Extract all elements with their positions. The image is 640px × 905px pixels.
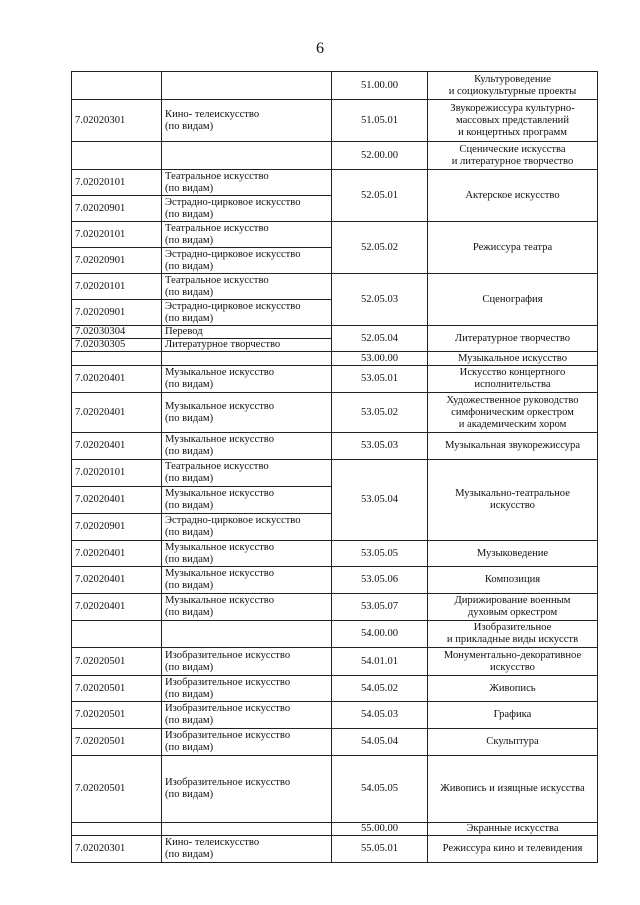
specialty-name-cell <box>162 541 332 567</box>
specialty-code-cell: 7.02020301 <box>72 836 162 863</box>
direction-name-line: Экранные искусства <box>466 823 559 834</box>
direction-name-line: Музыкальная звукорежиссура <box>444 440 581 451</box>
direction-name-cell <box>428 567 598 594</box>
table-row <box>72 621 598 648</box>
direction-name-cell <box>428 170 598 222</box>
specialty-code-cell: 7.02020101 <box>72 170 162 196</box>
direction-name-cell <box>428 393 598 433</box>
specialty-name-line: (по видам) <box>165 182 214 194</box>
specialty-name-line: Музыкальное искусство <box>165 568 275 579</box>
direction-name-cell <box>428 594 598 621</box>
direction-code-cell: 53.00.00 <box>332 352 428 366</box>
specialty-name-cell <box>162 196 332 222</box>
direction-code-cell: 51.00.00 <box>332 72 428 100</box>
direction-code-cell: 53.05.03 <box>332 433 428 460</box>
direction-code-cell: 54.01.01 <box>332 648 428 676</box>
specialty-name-line: Изобразительное искусство <box>165 703 291 714</box>
specialty-name-line: (по видам) <box>165 120 214 132</box>
specialty-code-cell <box>72 621 162 648</box>
table-row <box>72 393 598 433</box>
specialty-name-line: Литературное творчество <box>165 339 281 350</box>
specialty-name-cell <box>162 567 332 594</box>
direction-name-cell <box>428 621 598 648</box>
direction-code-cell: 53.05.07 <box>332 594 428 621</box>
table-row <box>72 366 598 393</box>
direction-code-cell: 52.05.02 <box>332 222 428 274</box>
direction-name-line: исполнительства <box>474 379 551 390</box>
specialty-name-line: (по видам) <box>165 553 214 565</box>
direction-name-line: Музыкальное искусство <box>457 352 568 364</box>
direction-code-cell: 52.05.03 <box>332 274 428 326</box>
specialty-name-line: (по видам) <box>165 715 214 726</box>
direction-name-line: искусство <box>490 661 535 673</box>
specialty-code-cell: 7.02020501 <box>72 729 162 756</box>
specialty-name-line: (по видам) <box>165 500 214 511</box>
specialty-name-cell <box>162 836 332 863</box>
table-row <box>72 100 598 142</box>
direction-code-cell: 54.00.00 <box>332 621 428 648</box>
direction-code-cell: 54.05.04 <box>332 729 428 756</box>
direction-name-cell <box>428 100 598 142</box>
specialty-name-cell <box>162 352 332 366</box>
direction-name-cell <box>428 142 598 170</box>
specialty-name-line: (по видам) <box>165 527 214 538</box>
specialty-name-line: Музыкальное искусство <box>165 367 275 378</box>
direction-name-line: Музыковедение <box>476 547 549 559</box>
direction-name-cell <box>428 72 598 100</box>
direction-name-line: и литературное творчество <box>451 155 574 167</box>
specialty-name-line: (по видам) <box>165 789 214 800</box>
specialty-name-cell <box>162 756 332 823</box>
table-row <box>72 142 598 170</box>
direction-name-line: Художественное руководство <box>446 394 579 406</box>
direction-name-line: и академическим хором <box>458 418 567 430</box>
specialty-name-line: (по видам) <box>165 580 214 591</box>
specialty-code-cell: 7.02020101 <box>72 222 162 248</box>
specialty-name-line: (по видам) <box>165 849 214 860</box>
direction-code-cell: 52.00.00 <box>332 142 428 170</box>
specialty-code-cell: 7.02020501 <box>72 676 162 702</box>
direction-name-cell <box>428 222 598 274</box>
specialty-table <box>71 71 598 863</box>
specialty-name-line: (по видам) <box>165 312 214 324</box>
specialty-code-cell: 7.02020901 <box>72 196 162 222</box>
specialty-name-cell <box>162 594 332 621</box>
specialty-name-line: Кино- телеискусство <box>165 108 260 120</box>
specialty-code-cell: 7.02030304 <box>72 326 162 339</box>
direction-name-line: искусство <box>490 500 535 511</box>
specialty-code-cell: 7.02020401 <box>72 366 162 393</box>
table-row <box>72 72 598 100</box>
specialty-name-line: (по видам) <box>165 473 214 484</box>
specialty-name-cell <box>162 514 332 541</box>
specialty-code-cell: 7.02020501 <box>72 756 162 823</box>
specialty-name-line: Эстрадно-цирковое искусство <box>165 196 301 208</box>
specialty-name-line: (по видам) <box>165 208 214 220</box>
direction-name-line: Режиссура кино и телевидения <box>442 843 583 854</box>
specialty-name-cell <box>162 142 332 170</box>
specialty-code-cell: 7.02020101 <box>72 460 162 487</box>
direction-code-cell: 55.00.00 <box>332 823 428 836</box>
direction-name-line: Сценография <box>482 293 543 305</box>
direction-name-cell <box>428 676 598 702</box>
specialty-name-line: Кино- телеискусство <box>165 837 260 848</box>
direction-name-cell <box>428 541 598 567</box>
specialty-name-line: Изобразительное искусство <box>165 676 291 688</box>
direction-name-line: и социокультурные проекты <box>448 85 577 97</box>
direction-name-line: и концертных программ <box>458 126 567 138</box>
specialty-code-cell <box>72 72 162 100</box>
specialty-name-line: (по видам) <box>165 234 214 246</box>
specialty-name-cell <box>162 487 332 514</box>
table-row <box>72 326 598 339</box>
specialty-name-line: (по видам) <box>165 286 214 298</box>
direction-name-line: Сценические искусства <box>459 143 566 155</box>
specialty-name-line: Изобразительное искусство <box>165 730 291 741</box>
direction-name-line: Актерское искусство <box>465 189 560 201</box>
table-row <box>72 729 598 756</box>
direction-name-line: Композиция <box>484 574 541 585</box>
direction-code-cell: 54.05.03 <box>332 702 428 729</box>
direction-name-cell <box>428 274 598 326</box>
table-row <box>72 676 598 702</box>
specialty-code-cell: 7.02020401 <box>72 594 162 621</box>
direction-name-cell <box>428 352 598 366</box>
direction-name-cell <box>428 823 598 836</box>
direction-name-cell <box>428 460 598 541</box>
specialty-name-line: Изобразительное искусство <box>165 649 291 661</box>
direction-name-line: Культуроведение <box>474 73 551 85</box>
specialty-name-cell <box>162 222 332 248</box>
specialty-code-cell: 7.02020401 <box>72 393 162 433</box>
table-row <box>72 756 598 823</box>
specialty-code-cell: 7.02020301 <box>72 100 162 142</box>
specialty-code-cell <box>72 823 162 836</box>
specialty-name-line: Музыкальное искусство <box>165 434 275 445</box>
direction-name-cell <box>428 366 598 393</box>
table-row <box>72 222 598 248</box>
specialty-name-cell <box>162 393 332 433</box>
specialty-name-line: Музыкальное искусство <box>165 400 275 412</box>
specialty-name-line: (по видам) <box>165 661 214 673</box>
specialty-name-cell <box>162 433 332 460</box>
specialty-name-line: (по видам) <box>165 688 214 700</box>
table-row <box>72 567 598 594</box>
direction-name-cell <box>428 756 598 823</box>
specialty-code-cell: 7.02020401 <box>72 567 162 594</box>
specialty-name-line: (по видам) <box>165 379 214 390</box>
direction-code-cell: 53.05.02 <box>332 393 428 433</box>
specialty-name-cell <box>162 300 332 326</box>
direction-name-line: Музыкально-театральное <box>455 488 570 499</box>
specialty-code-cell: 7.02020501 <box>72 702 162 729</box>
direction-name-cell <box>428 433 598 460</box>
direction-name-line: Живопись и изящные искусства <box>440 783 585 794</box>
specialty-code-cell: 7.02030305 <box>72 339 162 352</box>
specialty-name-cell <box>162 339 332 352</box>
table-row <box>72 460 598 487</box>
specialty-code-cell: 7.02020401 <box>72 433 162 460</box>
specialty-code-cell: 7.02020101 <box>72 274 162 300</box>
table-row <box>72 433 598 460</box>
specialty-name-line: (по видам) <box>165 607 214 618</box>
direction-name-cell <box>428 648 598 676</box>
specialty-name-line: Перевод <box>165 326 203 337</box>
table-row <box>72 836 598 863</box>
direction-name-line: Звукорежиссура культурно- <box>450 102 575 114</box>
specialty-name-cell <box>162 823 332 836</box>
table-row <box>72 648 598 676</box>
direction-code-cell: 52.05.01 <box>332 170 428 222</box>
specialty-name-line: (по видам) <box>165 412 214 424</box>
table-row <box>72 823 598 836</box>
direction-name-line: Графика <box>493 709 532 720</box>
specialty-code-cell <box>72 142 162 170</box>
specialty-name-line: Эстрадно-цирковое искусство <box>165 300 301 312</box>
specialty-name-line: (по видам) <box>165 742 214 753</box>
specialty-name-line: Театральное искусство <box>165 274 269 286</box>
direction-name-line: Изобразительное <box>473 622 552 633</box>
direction-code-cell: 53.05.01 <box>332 366 428 393</box>
direction-code-cell: 52.05.04 <box>332 326 428 352</box>
specialty-name-line: Музыкальное искусство <box>165 541 275 553</box>
table-row <box>72 170 598 196</box>
direction-name-line: духовым оркестром <box>467 607 558 618</box>
direction-code-cell: 54.05.02 <box>332 676 428 702</box>
specialty-name-cell <box>162 170 332 196</box>
specialty-name-line: Театральное искусство <box>165 461 269 472</box>
page-number: 6 <box>316 40 324 57</box>
direction-name-line: Монументально-декоративное <box>443 649 582 661</box>
specialty-code-cell: 7.02020901 <box>72 300 162 326</box>
direction-name-cell <box>428 326 598 352</box>
direction-code-cell: 53.05.06 <box>332 567 428 594</box>
direction-name-line: Живопись <box>489 682 536 694</box>
specialty-code-cell: 7.02020401 <box>72 487 162 514</box>
table-row <box>72 274 598 300</box>
specialty-name-cell <box>162 366 332 393</box>
direction-name-cell <box>428 702 598 729</box>
direction-code-cell: 54.05.05 <box>332 756 428 823</box>
specialty-code-cell: 7.02020901 <box>72 514 162 541</box>
specialty-name-line: (по видам) <box>165 260 214 272</box>
specialty-name-line: Эстрадно-цирковое искусство <box>165 515 301 526</box>
specialty-code-cell: 7.02020901 <box>72 248 162 274</box>
specialty-name-cell <box>162 460 332 487</box>
specialty-name-cell <box>162 248 332 274</box>
direction-name-line: и прикладные виды искусств <box>446 634 579 645</box>
specialty-name-cell <box>162 274 332 300</box>
specialty-name-line: Эстрадно-цирковое искусство <box>165 248 301 260</box>
direction-code-cell: 53.05.05 <box>332 541 428 567</box>
table-body <box>72 72 598 863</box>
table-row <box>72 594 598 621</box>
table-row <box>72 541 598 567</box>
specialty-name-cell <box>162 326 332 339</box>
specialty-name-line: Театральное искусство <box>165 170 269 182</box>
specialty-name-line: Музыкальное искусство <box>165 488 275 499</box>
direction-code-cell: 53.05.04 <box>332 460 428 541</box>
table-row <box>72 702 598 729</box>
specialty-name-cell <box>162 702 332 729</box>
direction-name-line: Литературное творчество <box>454 332 571 344</box>
direction-name-line: симфоническим оркестром <box>451 406 574 418</box>
direction-name-line: Дирижирование военным <box>454 595 571 606</box>
specialty-name-cell <box>162 72 332 100</box>
direction-code-cell: 51.05.01 <box>332 100 428 142</box>
specialty-name-line: Изобразительное искусство <box>165 777 291 788</box>
specialty-code-cell <box>72 352 162 366</box>
table-row <box>72 352 598 366</box>
specialty-name-cell <box>162 100 332 142</box>
specialty-name-cell <box>162 648 332 676</box>
direction-name-cell <box>428 729 598 756</box>
specialty-code-cell: 7.02020501 <box>72 648 162 676</box>
specialty-name-cell <box>162 621 332 648</box>
specialty-code-cell: 7.02020401 <box>72 541 162 567</box>
direction-name-line: Скульптура <box>486 736 539 747</box>
specialty-name-line: (по видам) <box>165 446 214 457</box>
specialty-name-line: Музыкальное искусство <box>165 595 275 606</box>
specialty-name-cell <box>162 729 332 756</box>
direction-name-line: массовых представлений <box>455 114 570 126</box>
direction-name-cell <box>428 836 598 863</box>
direction-code-cell: 55.05.01 <box>332 836 428 863</box>
specialty-name-cell <box>162 676 332 702</box>
direction-name-line: Режиссура театра <box>472 241 553 253</box>
specialty-name-line: Театральное искусство <box>165 222 269 234</box>
direction-name-line: Искусство концертного <box>459 367 566 378</box>
